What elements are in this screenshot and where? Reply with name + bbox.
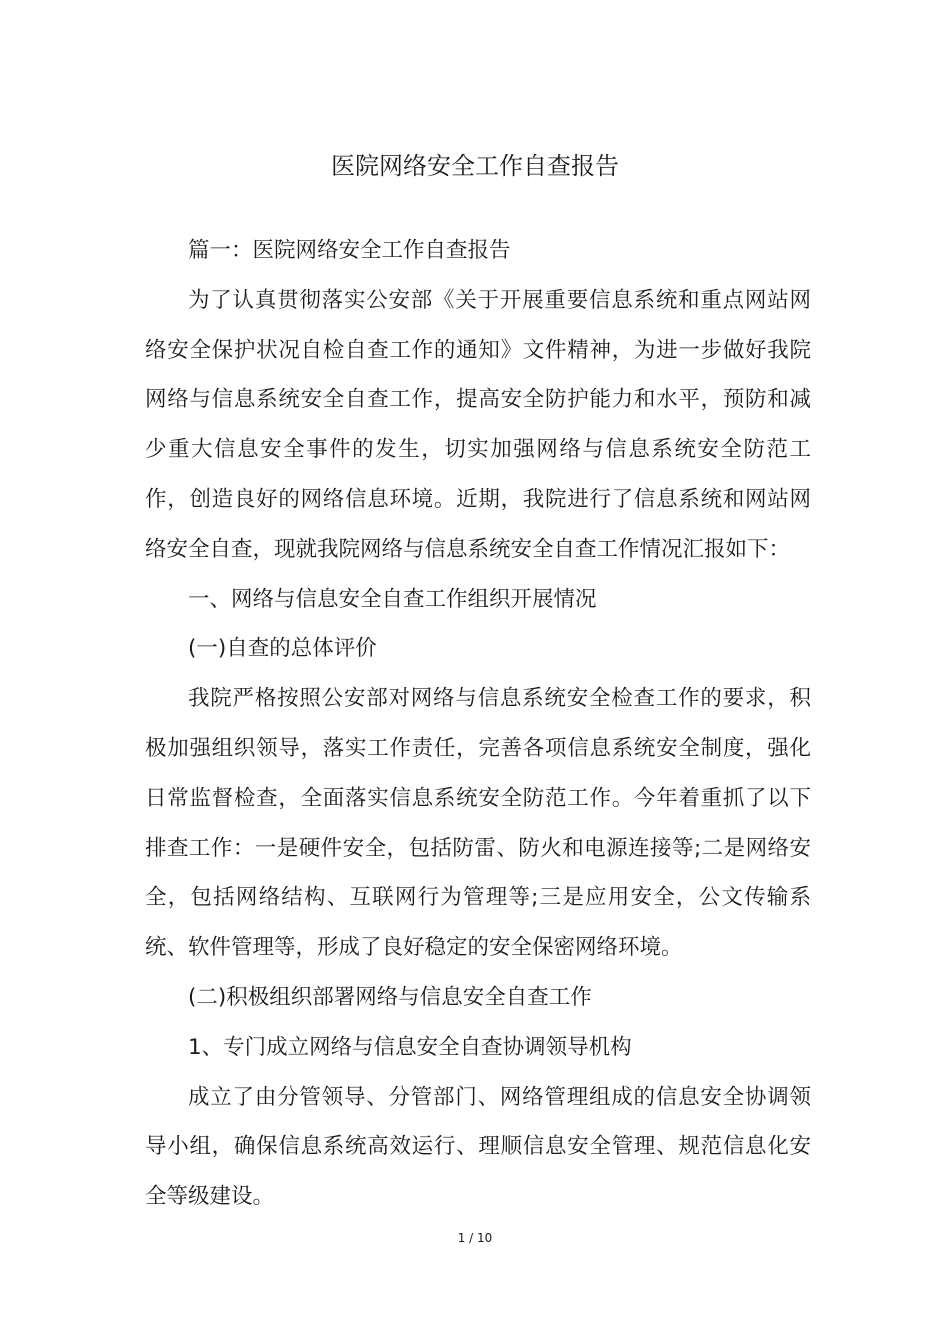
leadership-paragraph: 成立了由分管领导、分管部门、网络管理组成的信息安全协调领导小组，确保信息系统高效运行、理顺信息安全管理、规范信息化安全等级建设。 <box>145 1084 811 1210</box>
page-number: 1 / 10 <box>457 1231 493 1245</box>
section-heading-part-one: 篇一：医院网络安全工作自查报告 <box>188 238 511 263</box>
intro-paragraph: 为了认真贯彻落实公安部《关于开展重要信息系统和重点网站网络安全保护状况自检自查工作的通知》文件精神，为进一步做好我院网络与信息系统安全自查工作，提高安全防护能力和水平，预防和减少重大信息安全事件的发生，切实加强网络与信息系统安全防范工作，创造良好的网络信息环境。近期，我院进行了信息系统和网站网络安全自查，现就我院网络与信息系统安全自查工作情况汇报如下： <box>145 287 811 562</box>
subsection-heading-2: (二)积极组织部署网络与信息安全自查工作 <box>188 984 592 1010</box>
section-heading-1: 一、网络与信息安全自查工作组织开展情况 <box>188 586 597 612</box>
document-title: 医院网络安全工作自查报告 <box>331 152 619 180</box>
item-heading-1: 1、专门成立网络与信息安全自查协调领导机构 <box>188 1034 632 1060</box>
subsection-heading-1: (一)自查的总体评价 <box>188 636 377 662</box>
evaluation-paragraph: 我院严格按照公安部对网络与信息系统安全检查工作的要求，积极加强组织领导，落实工作责任，完善各项信息系统安全制度，强化日常监督检查，全面落实信息系统安全防范工作。今年着重抓了以下排查工作：一是硬件安全，包括防雷、防火和电源连接等;二是网络安全，包括网络结构、互联网行为管理等;三是应用安全，公文传输系统、软件管理等，形成了良好稳定的安全保密网络环境。 <box>145 686 811 961</box>
document-body <box>145 226 811 1222</box>
